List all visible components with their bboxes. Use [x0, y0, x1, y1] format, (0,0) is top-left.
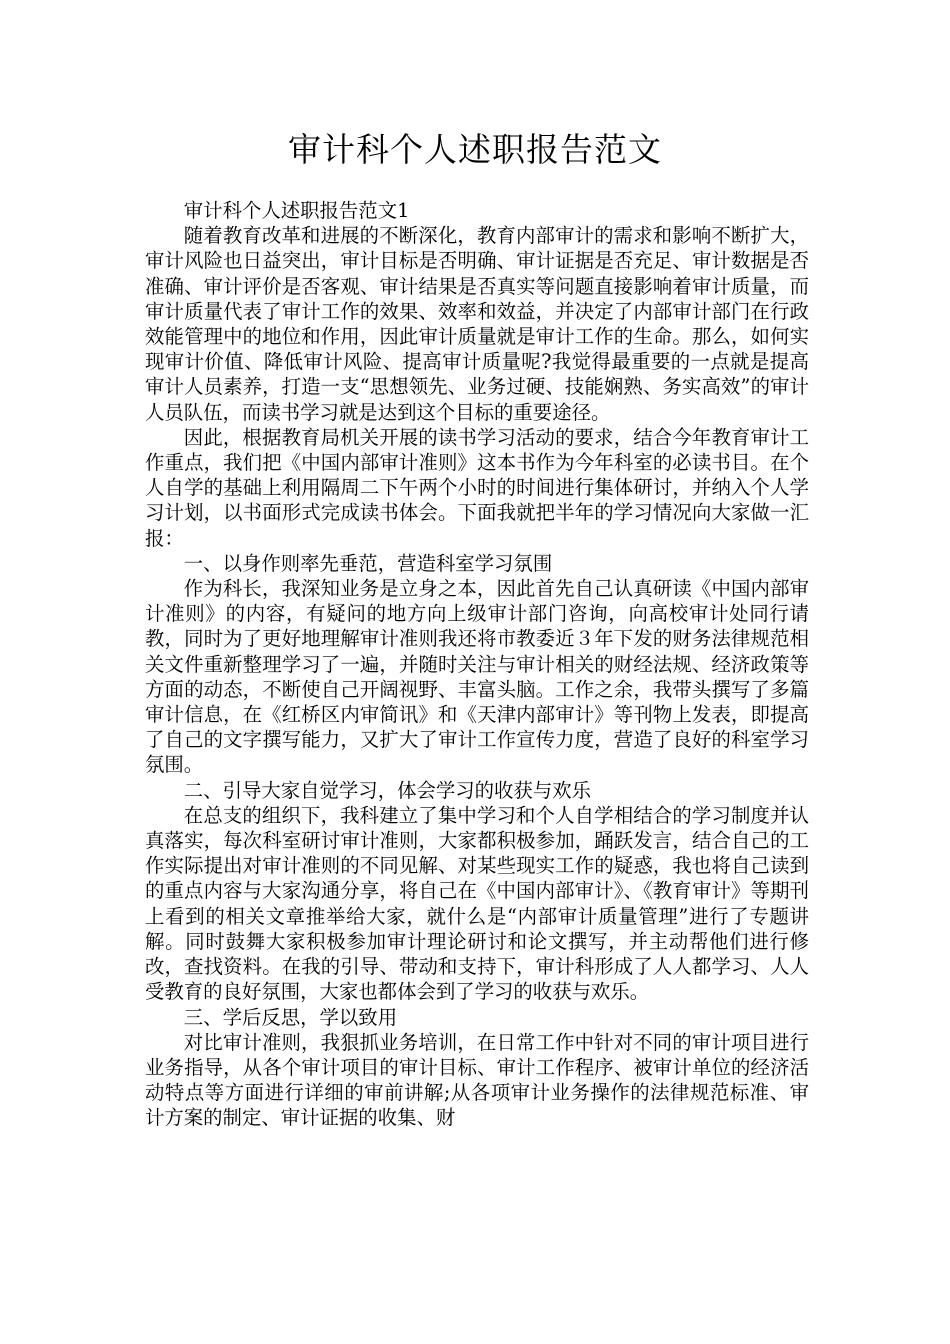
document-body — [145, 198, 809, 1131]
paragraph-section-1: 作为科长，我深知业务是立身之本，因此首先自己认真研读《中国内部审计准则》的内容，有疑问的地方向上级审计部门咨询，向高校审计处同行请教，同时为了更好地理解审计准则我还将市教委近３年下发的财务法律规范相关文件重新整理学习了一遍，并随时关注与审计相关的财经法规、经济政策等方面的动态，不断使自己开阔视野、丰富头脑。工作之余，我带头撰写了多篇审计信息，在《红桥区内审简讯》和《天津内部审计》等刊物上发表，即提高了自己的文字撰写能力，又扩大了审计工作宣传力度，营造了良好的科室学习氛围。 — [145, 577, 809, 777]
paragraph-section-3: 对比审计准则，我狠抓业务培训，在日常工作中针对不同的审计项目进行业务指导，从各个审计项目的审计目标、审计工作程序、被审计单位的经济活动特点等方面进行详细的审前讲解;从各项审计业务操作的法律规范标准、审计方案的制定、审计证据的收集、财 — [145, 1030, 809, 1130]
section-heading-2: 二、引导大家自觉学习，体会学习的收获与欢乐 — [183, 778, 591, 802]
paragraph-intro: 随着教育改革和进展的不断深化，教育内部审计的需求和影响不断扩大，审计风险也日益突出，审计目标是否明确、审计证据是否充足、审计数据是否准确、审计评价是否客观、审计结果是否真实等问题直接影响着审计质量，而审计质量代表了审计工作的效果、效率和效益，并决定了内部审计部门在行政效能管理中的地位和作用，因此审计质量就是审计工作的生命。那么，如何实现审计价值、降低审计风险、提高审计质量呢?我觉得最重要的一点就是提高审计人员素养，打造一支“思想领先、业务过硬、技能娴熟、务实高效”的审计人员队伍，而读书学习就是达到这个目标的重要途径。 — [145, 224, 809, 424]
document-subtitle: 审计科个人述职报告范文1 — [183, 199, 410, 222]
section-heading-3: 三、学后反思，学以致用 — [183, 1005, 398, 1029]
paragraph-reading-plan: 因此，根据教育局机关开展的读书学习活动的要求，结合今年教育审计工作重点，我们把《中国内部审计准则》这本书作为今年科室的必读书目。在个人自学的基础上利用隔周二下午两个小时的时间进行集体研讨，并纳入个人学习计划，以书面形式完成读书体会。下面我就把半年的学习情况向大家做一汇报： — [145, 425, 809, 550]
document-title: 审计科个人述职报告范文 — [288, 130, 662, 169]
paragraph-section-2: 在总支的组织下，我科建立了集中学习和个人自学相结合的学习制度并认真落实，每次科室研讨审计准则，大家都积极参加，踊跃发言，结合自己的工作实际提出对审计准则的不同见解、对某些现实工作的疑惑，我也将自己读到的重点内容与大家沟通分享，将自己在《中国内部审计》、《教育审计》等期刊上看到的相关文章推举给大家，就什么是“内部审计质量管理”进行了专题讲解。同时鼓舞大家积极参加审计理论研讨和论文撰写，并主动帮他们进行修改，查找资料。在我的引导、带动和支持下，审计科形成了人人都学习、人人受教育的良好氛围，大家也都体会到了学习的收获与欢乐。 — [145, 803, 809, 1004]
section-heading-1: 一、以身作则率先垂范，营造科室学习氛围 — [183, 551, 553, 575]
